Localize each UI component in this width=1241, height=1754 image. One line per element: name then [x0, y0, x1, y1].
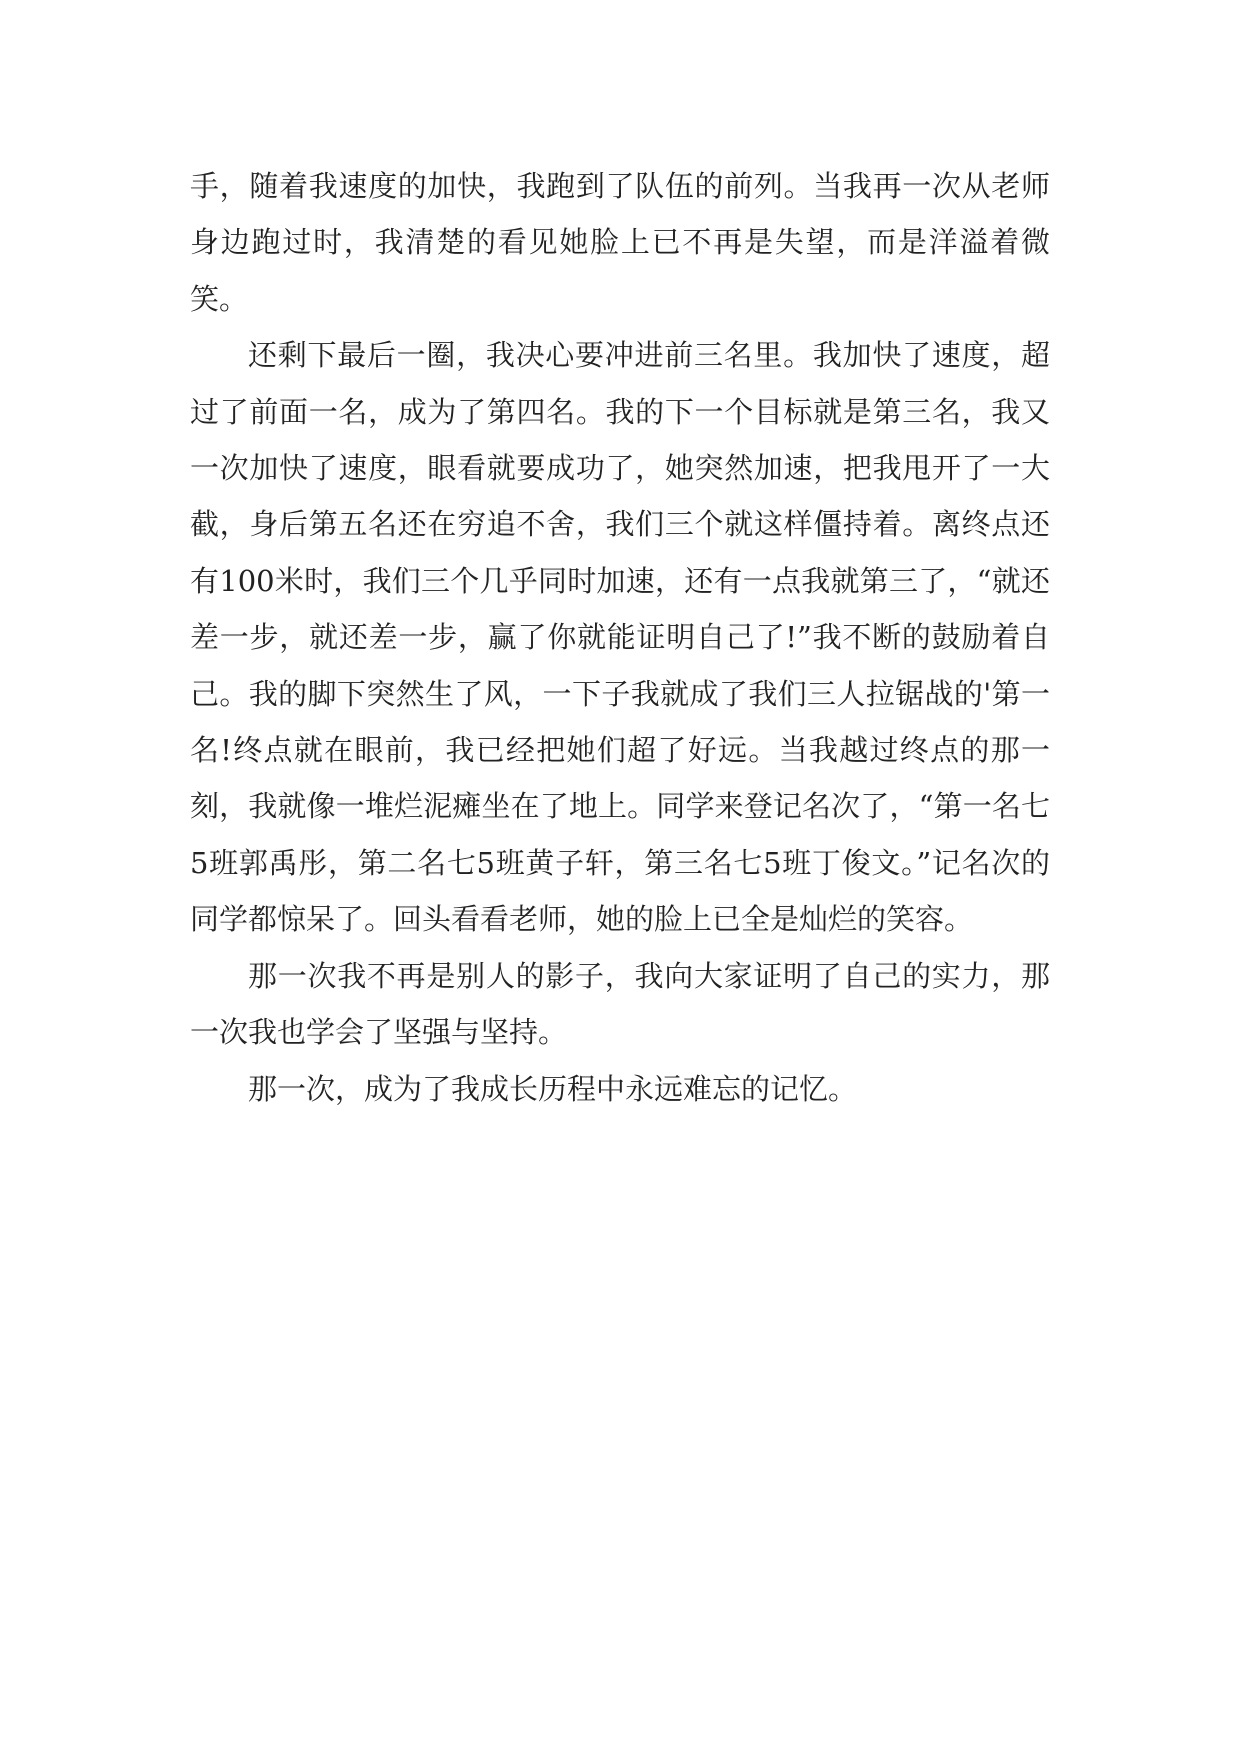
paragraph-3: 那一次我不再是别人的影子，我向大家证明了自己的实力，那一次我也学会了坚强与坚持。: [190, 958, 1050, 1050]
paragraph-2: 还剩下最后一圈，我决心要冲进前三名里。我加快了速度，超过了前面一名，成为了第四名。我的下一个目标就是第三名，我又一次加快了速度，眼看就要成功了，她突然加速，把我甩开了一大截，身后第五名还在穷追不舍，我们三个就这样僵持着。离终点还有100米时，我们三个几乎同时加速，还有一点我就第三了，“就还差一步，就还差一步，赢了你就能证明自己了!”我不断的鼓励着自己。我的脚下突然生了风，一下子我就成了我们三人拉锯战的'第一名!终点就在眼前，我已经把她们超了好远。当我越过终点的那一刻，我就像一堆烂泥瘫坐在了地上。同学来登记名次了，“第一名七5班郭禹彤，第二名七5班黄子轩，第三名七5班丁俊文。”记名次的同学都惊呆了。回头看看老师，她的脸上已全是灿烂的笑容。: [190, 338, 1050, 937]
paragraph-4: 那一次，成为了我成长历程中永远难忘的记忆。: [248, 1071, 858, 1106]
document-body: [190, 158, 1050, 1117]
paragraph-1: 手，随着我速度的加快，我跑到了队伍的前列。当我再一次从老师身边跑过时，我清楚的看见她脸上已不再是失望，而是洋溢着微笑。: [190, 169, 1050, 316]
